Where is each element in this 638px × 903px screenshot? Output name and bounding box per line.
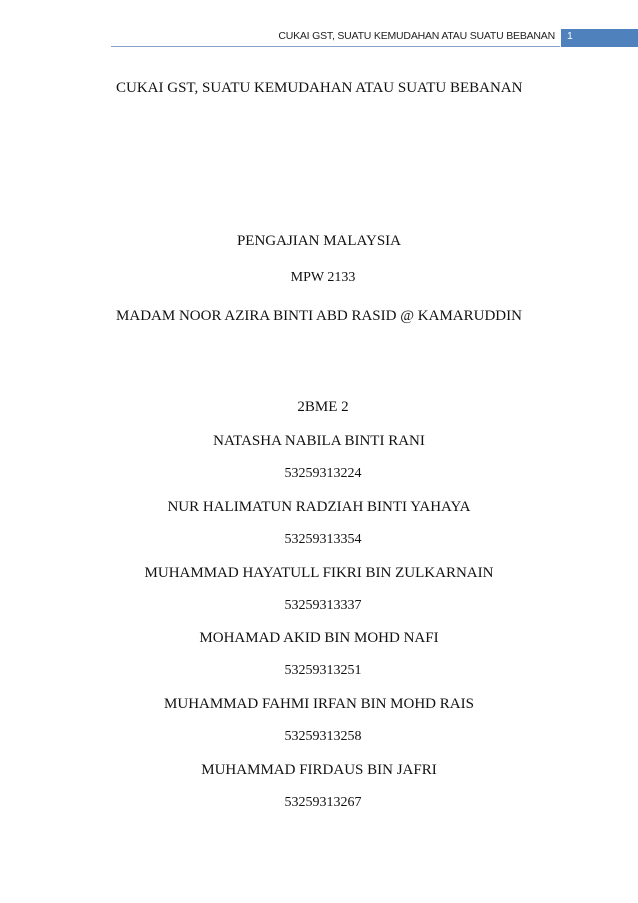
member-id: 53259313337 <box>284 598 362 613</box>
lecturer-name: MADAM NOOR AZIRA BINTI ABD RASID @ KAMARUDDIN <box>116 308 522 324</box>
page-number-box <box>561 29 638 47</box>
page-header <box>0 29 638 47</box>
member-name: MUHAMMAD FIRDAUS BIN JAFRI <box>201 762 437 778</box>
member-id: 53259313354 <box>284 532 362 547</box>
course-code: MPW 2133 <box>290 270 356 285</box>
class-name: 2BME 2 <box>297 399 349 415</box>
member-name: NUR HALIMATUN RADZIAH BINTI YAHAYA <box>167 499 471 515</box>
member-id: 53259313267 <box>284 795 362 810</box>
member-id: 53259313251 <box>284 663 362 678</box>
header-title: CUKAI GST, SUATU KEMUDAHAN ATAU SUATU BEBANAN <box>278 30 555 42</box>
member-name: MUHAMMAD HAYATULL FIKRI BIN ZULKARNAIN <box>144 565 494 581</box>
member-id: 53259313258 <box>284 729 362 744</box>
document-title: CUKAI GST, SUATU KEMUDAHAN ATAU SUATU BEBANAN <box>116 80 523 96</box>
member-name: MUHAMMAD FAHMI IRFAN BIN MOHD RAIS <box>164 696 474 712</box>
member-name: MOHAMAD AKID BIN MOHD NAFI <box>199 630 439 646</box>
header-rule <box>111 46 560 47</box>
course-subject: PENGAJIAN MALAYSIA <box>236 233 402 249</box>
member-name: NATASHA NABILA BINTI RANI <box>213 433 425 449</box>
member-id: 53259313224 <box>284 466 362 481</box>
page-number: 1 <box>567 30 573 42</box>
